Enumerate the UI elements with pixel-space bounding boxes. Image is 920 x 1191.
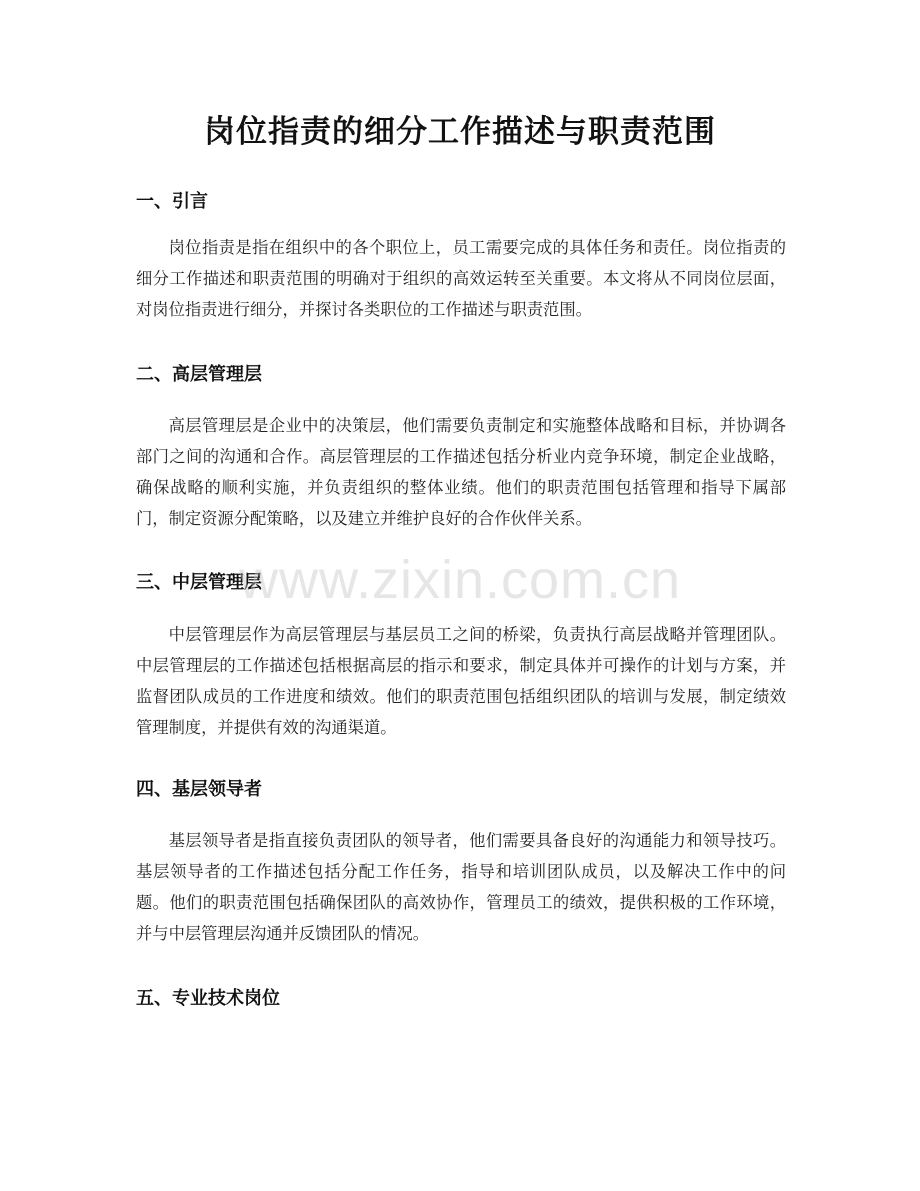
section-heading-frontline-leaders: 四、基层领导者 — [136, 779, 262, 800]
watermark: www.zixin.com.cn — [238, 550, 682, 610]
section-paragraph-senior-management: 高层管理层是企业中的决策层，他们需要负责制定和实施整体战略和目标，并协调各部门之间的沟通和合作。高层管理层的工作描述包括分析业内竞争环境，制定企业战略，确保战略的顺利实施，并负责组织的整体业绩。他们的职责范围包括管理和指导下属部门，制定资源分配策略，以及建立并维护良好的合作伙伴关系。 — [136, 416, 786, 528]
section-heading-introduction: 一、引言 — [136, 191, 208, 212]
section-paragraph-introduction: 岗位指责是指在组织中的各个职位上，员工需要完成的具体任务和责任。岗位指责的细分工作描述和职责范围的明确对于组织的高效运转至关重要。本文将从不同岗位层面，对岗位指责进行细分，并探讨各类职位的工作描述与职责范围。 — [136, 238, 786, 319]
document-title: 岗位指责的细分工作描述与职责范围 — [204, 114, 716, 150]
section-paragraph-frontline-leaders: 基层领导者是指直接负责团队的领导者，他们需要具备良好的沟通能力和领导技巧。基层领导者的工作描述包括分配工作任务，指导和培训团队成员，以及解决工作中的问题。他们的职责范围包括确保团队的高效协作，管理员工的绩效，提供积极的工作环境，并与中层管理层沟通并反馈团队的情况。 — [136, 831, 786, 943]
section-heading-professional-technical: 五、专业技术岗位 — [136, 988, 280, 1009]
section-paragraph-middle-management: 中层管理层作为高层管理层与基层员工之间的桥梁，负责执行高层战略并管理团队。中层管理层的工作描述包括根据高层的指示和要求，制定具体并可操作的计划与方案，并监督团队成员的工作进度和绩效。他们的职责范围包括组织团队的培训与发展，制定绩效管理制度，并提供有效的沟通渠道。 — [136, 625, 786, 737]
section-heading-senior-management: 二、高层管理层 — [136, 364, 262, 385]
section-heading-middle-management: 三、中层管理层 — [136, 572, 262, 593]
